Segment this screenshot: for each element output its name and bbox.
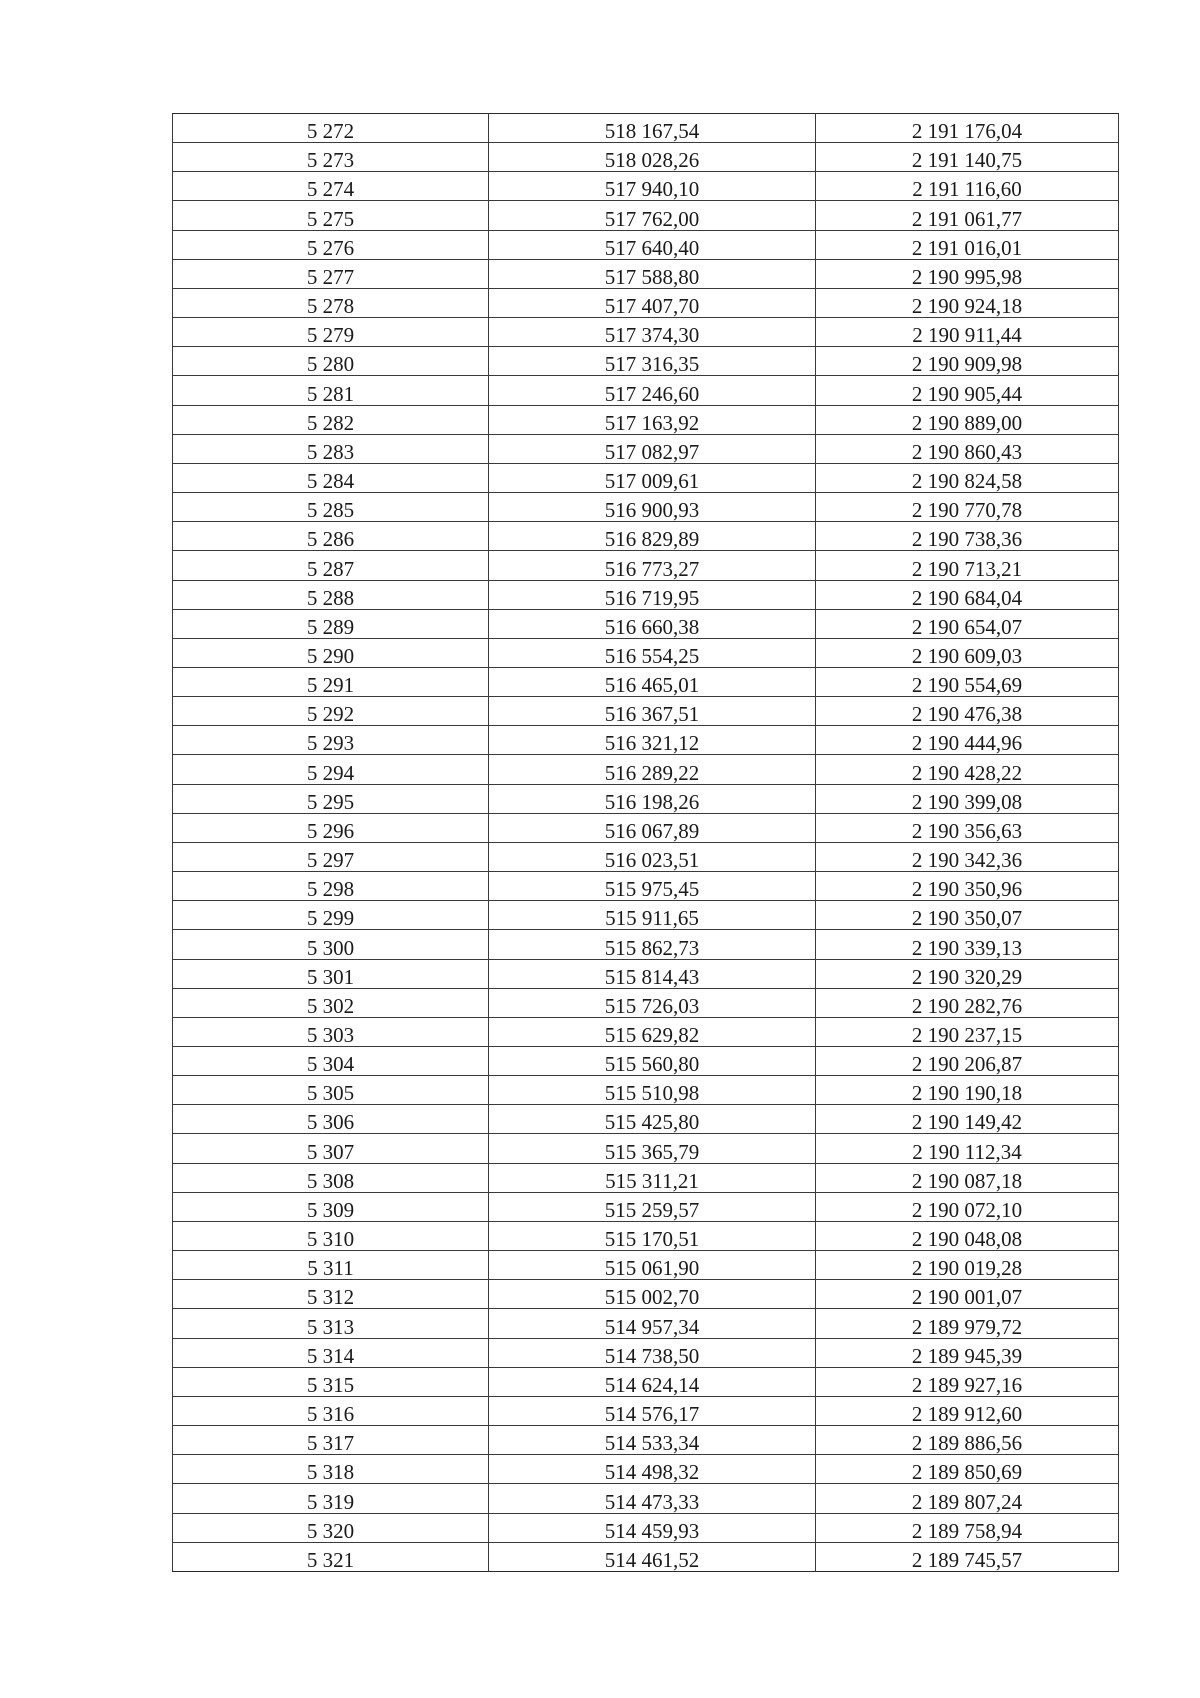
table-row [173,1396,1119,1425]
point-number-cell: 5 291 [173,667,489,696]
x-coordinate-cell: 515 510,98 [489,1076,816,1105]
table-row [173,1280,1119,1309]
table-row [173,1426,1119,1455]
y-coordinate-cell: 2 189 745,57 [816,1542,1119,1571]
point-number-cell: 5 297 [173,842,489,871]
point-number-cell: 5 293 [173,726,489,755]
y-coordinate-cell: 2 190 237,15 [816,1017,1119,1046]
point-number-cell: 5 278 [173,288,489,317]
x-coordinate-cell: 515 170,51 [489,1221,816,1250]
y-coordinate-cell: 2 190 476,38 [816,697,1119,726]
table-row [173,1105,1119,1134]
point-number-cell: 5 279 [173,318,489,347]
table-row [173,1076,1119,1105]
x-coordinate-cell: 515 975,45 [489,872,816,901]
point-number-cell: 5 275 [173,201,489,230]
table-row [173,376,1119,405]
table-row [173,842,1119,871]
table-row [173,1484,1119,1513]
x-coordinate-cell: 514 498,32 [489,1455,816,1484]
table-row [173,114,1119,143]
y-coordinate-cell: 2 189 886,56 [816,1426,1119,1455]
x-coordinate-cell: 514 957,34 [489,1309,816,1338]
table-row [173,580,1119,609]
table-row [173,1192,1119,1221]
y-coordinate-cell: 2 190 190,18 [816,1076,1119,1105]
y-coordinate-cell: 2 190 860,43 [816,434,1119,463]
coordinates-table-body [173,114,1119,1572]
point-number-cell: 5 288 [173,580,489,609]
x-coordinate-cell: 516 023,51 [489,842,816,871]
point-number-cell: 5 277 [173,259,489,288]
y-coordinate-cell: 2 191 016,01 [816,230,1119,259]
table-row [173,1309,1119,1338]
table-row [173,959,1119,988]
y-coordinate-cell: 2 190 072,10 [816,1192,1119,1221]
x-coordinate-cell: 517 374,30 [489,318,816,347]
table-row [173,755,1119,784]
coordinates-table [172,113,1119,1572]
y-coordinate-cell: 2 190 824,58 [816,463,1119,492]
x-coordinate-cell: 515 814,43 [489,959,816,988]
table-row [173,1513,1119,1542]
y-coordinate-cell: 2 190 320,29 [816,959,1119,988]
x-coordinate-cell: 514 461,52 [489,1542,816,1571]
point-number-cell: 5 276 [173,230,489,259]
x-coordinate-cell: 516 719,95 [489,580,816,609]
point-number-cell: 5 311 [173,1251,489,1280]
table-row [173,434,1119,463]
table-row [173,143,1119,172]
point-number-cell: 5 296 [173,813,489,842]
point-number-cell: 5 285 [173,493,489,522]
point-number-cell: 5 309 [173,1192,489,1221]
table-row [173,901,1119,930]
y-coordinate-cell: 2 189 807,24 [816,1484,1119,1513]
point-number-cell: 5 302 [173,988,489,1017]
table-row [173,1047,1119,1076]
table-row [173,638,1119,667]
y-coordinate-cell: 2 190 001,07 [816,1280,1119,1309]
table-row [173,930,1119,959]
point-number-cell: 5 273 [173,143,489,172]
x-coordinate-cell: 515 259,57 [489,1192,816,1221]
table-row [173,201,1119,230]
table-row [173,230,1119,259]
x-coordinate-cell: 514 624,14 [489,1367,816,1396]
table-row [173,726,1119,755]
x-coordinate-cell: 515 911,65 [489,901,816,930]
x-coordinate-cell: 514 473,33 [489,1484,816,1513]
point-number-cell: 5 316 [173,1396,489,1425]
y-coordinate-cell: 2 190 019,28 [816,1251,1119,1280]
y-coordinate-cell: 2 190 770,78 [816,493,1119,522]
x-coordinate-cell: 516 773,27 [489,551,816,580]
x-coordinate-cell: 514 459,93 [489,1513,816,1542]
y-coordinate-cell: 2 190 609,03 [816,638,1119,667]
y-coordinate-cell: 2 191 061,77 [816,201,1119,230]
point-number-cell: 5 321 [173,1542,489,1571]
point-number-cell: 5 299 [173,901,489,930]
y-coordinate-cell: 2 190 350,96 [816,872,1119,901]
y-coordinate-cell: 2 191 116,60 [816,172,1119,201]
table-row [173,318,1119,347]
point-number-cell: 5 292 [173,697,489,726]
x-coordinate-cell: 516 321,12 [489,726,816,755]
x-coordinate-cell: 514 576,17 [489,1396,816,1425]
point-number-cell: 5 305 [173,1076,489,1105]
x-coordinate-cell: 515 862,73 [489,930,816,959]
point-number-cell: 5 312 [173,1280,489,1309]
point-number-cell: 5 294 [173,755,489,784]
y-coordinate-cell: 2 189 912,60 [816,1396,1119,1425]
point-number-cell: 5 306 [173,1105,489,1134]
x-coordinate-cell: 517 640,40 [489,230,816,259]
y-coordinate-cell: 2 190 112,34 [816,1134,1119,1163]
table-row [173,1542,1119,1571]
table-row [173,1221,1119,1250]
point-number-cell: 5 319 [173,1484,489,1513]
y-coordinate-cell: 2 190 995,98 [816,259,1119,288]
table-row [173,667,1119,696]
x-coordinate-cell: 517 588,80 [489,259,816,288]
point-number-cell: 5 286 [173,522,489,551]
table-row [173,988,1119,1017]
x-coordinate-cell: 516 465,01 [489,667,816,696]
x-coordinate-cell: 515 365,79 [489,1134,816,1163]
point-number-cell: 5 310 [173,1221,489,1250]
point-number-cell: 5 280 [173,347,489,376]
x-coordinate-cell: 515 629,82 [489,1017,816,1046]
y-coordinate-cell: 2 189 945,39 [816,1338,1119,1367]
x-coordinate-cell: 514 533,34 [489,1426,816,1455]
table-row [173,813,1119,842]
point-number-cell: 5 274 [173,172,489,201]
table-row [173,172,1119,201]
x-coordinate-cell: 517 163,92 [489,405,816,434]
y-coordinate-cell: 2 190 339,13 [816,930,1119,959]
point-number-cell: 5 304 [173,1047,489,1076]
table-row [173,522,1119,551]
x-coordinate-cell: 516 367,51 [489,697,816,726]
point-number-cell: 5 314 [173,1338,489,1367]
x-coordinate-cell: 516 900,93 [489,493,816,522]
point-number-cell: 5 301 [173,959,489,988]
y-coordinate-cell: 2 190 738,36 [816,522,1119,551]
x-coordinate-cell: 516 198,26 [489,784,816,813]
table-row [173,551,1119,580]
table-row [173,1134,1119,1163]
y-coordinate-cell: 2 189 979,72 [816,1309,1119,1338]
y-coordinate-cell: 2 190 428,22 [816,755,1119,784]
table-row [173,1367,1119,1396]
x-coordinate-cell: 516 289,22 [489,755,816,784]
y-coordinate-cell: 2 190 342,36 [816,842,1119,871]
y-coordinate-cell: 2 190 087,18 [816,1163,1119,1192]
y-coordinate-cell: 2 190 909,98 [816,347,1119,376]
point-number-cell: 5 313 [173,1309,489,1338]
y-coordinate-cell: 2 190 048,08 [816,1221,1119,1250]
point-number-cell: 5 283 [173,434,489,463]
y-coordinate-cell: 2 190 654,07 [816,609,1119,638]
table-row [173,872,1119,901]
y-coordinate-cell: 2 190 399,08 [816,784,1119,813]
x-coordinate-cell: 515 726,03 [489,988,816,1017]
point-number-cell: 5 289 [173,609,489,638]
x-coordinate-cell: 517 762,00 [489,201,816,230]
table-row [173,347,1119,376]
x-coordinate-cell: 517 407,70 [489,288,816,317]
x-coordinate-cell: 517 246,60 [489,376,816,405]
x-coordinate-cell: 517 082,97 [489,434,816,463]
x-coordinate-cell: 518 028,26 [489,143,816,172]
table-row [173,259,1119,288]
x-coordinate-cell: 514 738,50 [489,1338,816,1367]
y-coordinate-cell: 2 190 350,07 [816,901,1119,930]
point-number-cell: 5 284 [173,463,489,492]
y-coordinate-cell: 2 190 356,63 [816,813,1119,842]
point-number-cell: 5 282 [173,405,489,434]
point-number-cell: 5 290 [173,638,489,667]
x-coordinate-cell: 517 940,10 [489,172,816,201]
point-number-cell: 5 318 [173,1455,489,1484]
x-coordinate-cell: 515 002,70 [489,1280,816,1309]
y-coordinate-cell: 2 189 758,94 [816,1513,1119,1542]
table-row [173,697,1119,726]
table-row [173,288,1119,317]
x-coordinate-cell: 515 061,90 [489,1251,816,1280]
y-coordinate-cell: 2 190 924,18 [816,288,1119,317]
x-coordinate-cell: 516 829,89 [489,522,816,551]
table-row [173,405,1119,434]
y-coordinate-cell: 2 191 176,04 [816,114,1119,143]
y-coordinate-cell: 2 190 282,76 [816,988,1119,1017]
table-row [173,609,1119,638]
x-coordinate-cell: 516 660,38 [489,609,816,638]
x-coordinate-cell: 515 560,80 [489,1047,816,1076]
x-coordinate-cell: 518 167,54 [489,114,816,143]
table-row [173,1455,1119,1484]
y-coordinate-cell: 2 189 850,69 [816,1455,1119,1484]
y-coordinate-cell: 2 190 684,04 [816,580,1119,609]
y-coordinate-cell: 2 190 554,69 [816,667,1119,696]
table-row [173,1163,1119,1192]
x-coordinate-cell: 517 009,61 [489,463,816,492]
y-coordinate-cell: 2 189 927,16 [816,1367,1119,1396]
y-coordinate-cell: 2 190 889,00 [816,405,1119,434]
y-coordinate-cell: 2 191 140,75 [816,143,1119,172]
y-coordinate-cell: 2 190 149,42 [816,1105,1119,1134]
point-number-cell: 5 320 [173,1513,489,1542]
point-number-cell: 5 300 [173,930,489,959]
x-coordinate-cell: 517 316,35 [489,347,816,376]
x-coordinate-cell: 516 067,89 [489,813,816,842]
x-coordinate-cell: 515 425,80 [489,1105,816,1134]
y-coordinate-cell: 2 190 713,21 [816,551,1119,580]
table-row [173,493,1119,522]
x-coordinate-cell: 516 554,25 [489,638,816,667]
table-row [173,1338,1119,1367]
y-coordinate-cell: 2 190 206,87 [816,1047,1119,1076]
table-row [173,1251,1119,1280]
point-number-cell: 5 281 [173,376,489,405]
point-number-cell: 5 303 [173,1017,489,1046]
point-number-cell: 5 272 [173,114,489,143]
point-number-cell: 5 298 [173,872,489,901]
y-coordinate-cell: 2 190 444,96 [816,726,1119,755]
point-number-cell: 5 287 [173,551,489,580]
table-row [173,1017,1119,1046]
point-number-cell: 5 317 [173,1426,489,1455]
point-number-cell: 5 295 [173,784,489,813]
table-row [173,463,1119,492]
y-coordinate-cell: 2 190 905,44 [816,376,1119,405]
x-coordinate-cell: 515 311,21 [489,1163,816,1192]
point-number-cell: 5 307 [173,1134,489,1163]
point-number-cell: 5 315 [173,1367,489,1396]
y-coordinate-cell: 2 190 911,44 [816,318,1119,347]
table-row [173,784,1119,813]
point-number-cell: 5 308 [173,1163,489,1192]
